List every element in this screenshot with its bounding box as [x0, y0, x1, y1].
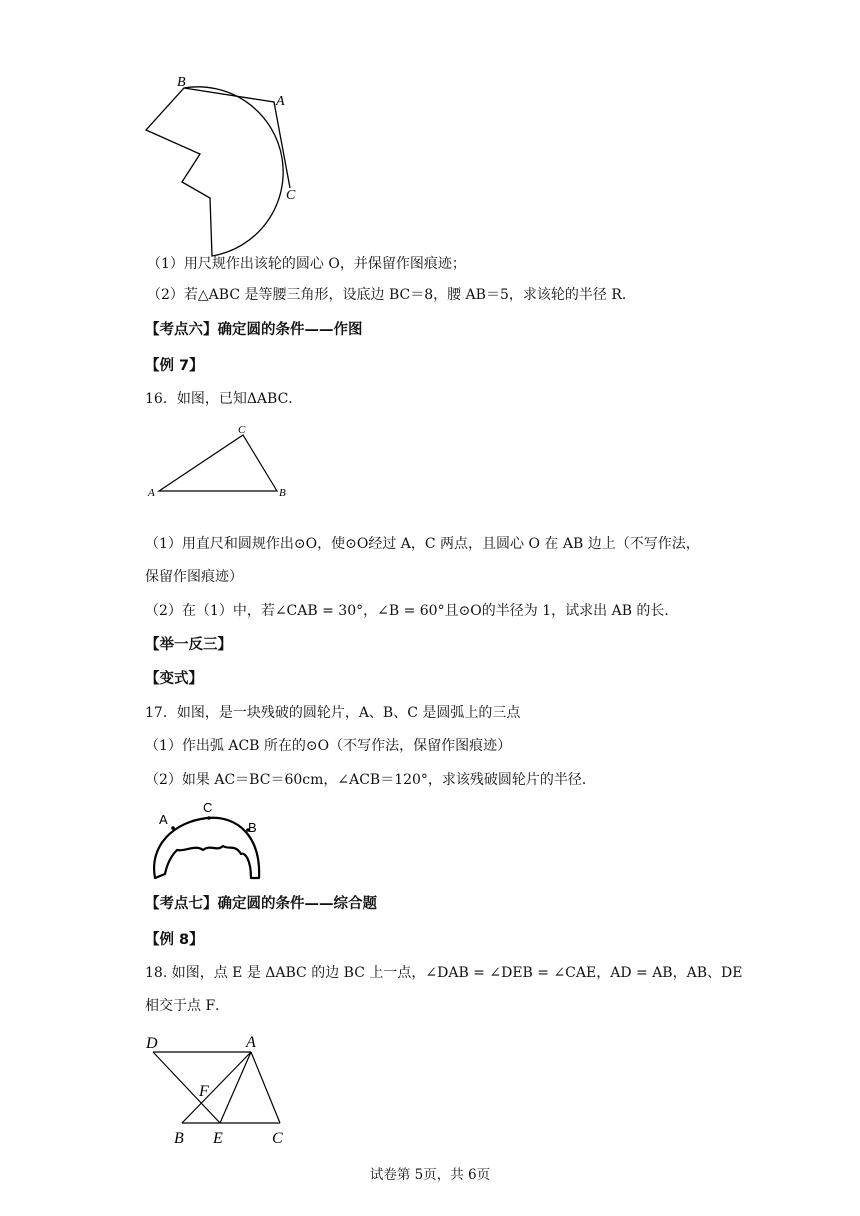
figure-triangle-abc [145, 422, 305, 502]
q17-part2: （2）如果 AC＝BC＝60cm，∠ACB＝120°，求该残破圆轮片的半径． [145, 772, 596, 788]
label-e: E [213, 1130, 223, 1147]
wheel-outline [146, 87, 283, 256]
label-d: D [146, 1035, 158, 1052]
arc-outline [154, 818, 259, 878]
triangle-outline [159, 435, 277, 491]
label-c: C [203, 800, 213, 815]
variant-label: 【变式】 [145, 671, 203, 687]
q15-part2: （2）若△ABC 是等腰三角形，设底边 BC＝8，腰 AB＝5，求该轮的半径 R． [147, 287, 636, 303]
label-b: B [248, 820, 257, 835]
label-a: A [246, 1034, 256, 1051]
q16-stem: 16．如图，已知ΔABC． [145, 391, 303, 407]
q15-part1: （1）用尺规作出该轮的圆心 O，并保留作图痕迹； [147, 256, 466, 272]
label-a: A [276, 94, 285, 109]
chords-ba-ac [184, 88, 290, 188]
q17-part1: （1）作出弧 ACB 所在的⊙O（不写作法，保留作图痕迹） [145, 738, 512, 754]
label-c: C [238, 424, 246, 436]
practice-heading: 【举一反三】 [145, 637, 232, 653]
label-b: B [177, 75, 186, 90]
q17-stem: 17．如图，是一块残破的圆轮片，A、B、C 是圆弧上的三点 [145, 705, 521, 721]
point-c [207, 816, 211, 820]
label-a: A [159, 812, 168, 827]
q16-part1-line2: 保留作图痕迹） [145, 569, 243, 585]
figure-dafbec [140, 1030, 300, 1150]
figure-wheel-abc [140, 70, 310, 260]
example-7-label: 【例 7】 [145, 358, 204, 374]
label-a: A [148, 487, 155, 499]
label-c: C [272, 1130, 283, 1147]
q18-line2: 相交于点 F． [145, 998, 230, 1014]
q16-part2: （2）在（1）中，若∠CAB = 30°，∠B = 60°且⊙O的半径为 1，试求出 AB 的长． [145, 603, 679, 619]
figure-broken-arc [145, 798, 275, 886]
label-b: B [174, 1130, 184, 1147]
q18-line1: 18. 如图，点 E 是 ΔABC 的边 BC 上一点，∠DAB = ∠DEB = ∠CAE，AD = AB，AB、DE [145, 965, 743, 981]
label-c: C [286, 188, 296, 203]
page-footer: 试卷第 5页，共 6页 [369, 1167, 491, 1183]
example-8-label: 【例 8】 [145, 932, 204, 948]
label-f: F [199, 1083, 209, 1100]
q16-part1-line1: （1）用直尺和圆规作出⊙O，使⊙O经过 A，C 两点，且圆心 O 在 AB 边上（不写作法， [145, 536, 700, 552]
label-b: B [279, 487, 286, 499]
section-6-heading: 【考点六】确定圆的条件——作图 [145, 322, 363, 338]
point-a [171, 826, 175, 830]
section-7-heading: 【考点七】确定圆的条件——综合题 [145, 896, 377, 912]
figure-lines [153, 1052, 280, 1123]
